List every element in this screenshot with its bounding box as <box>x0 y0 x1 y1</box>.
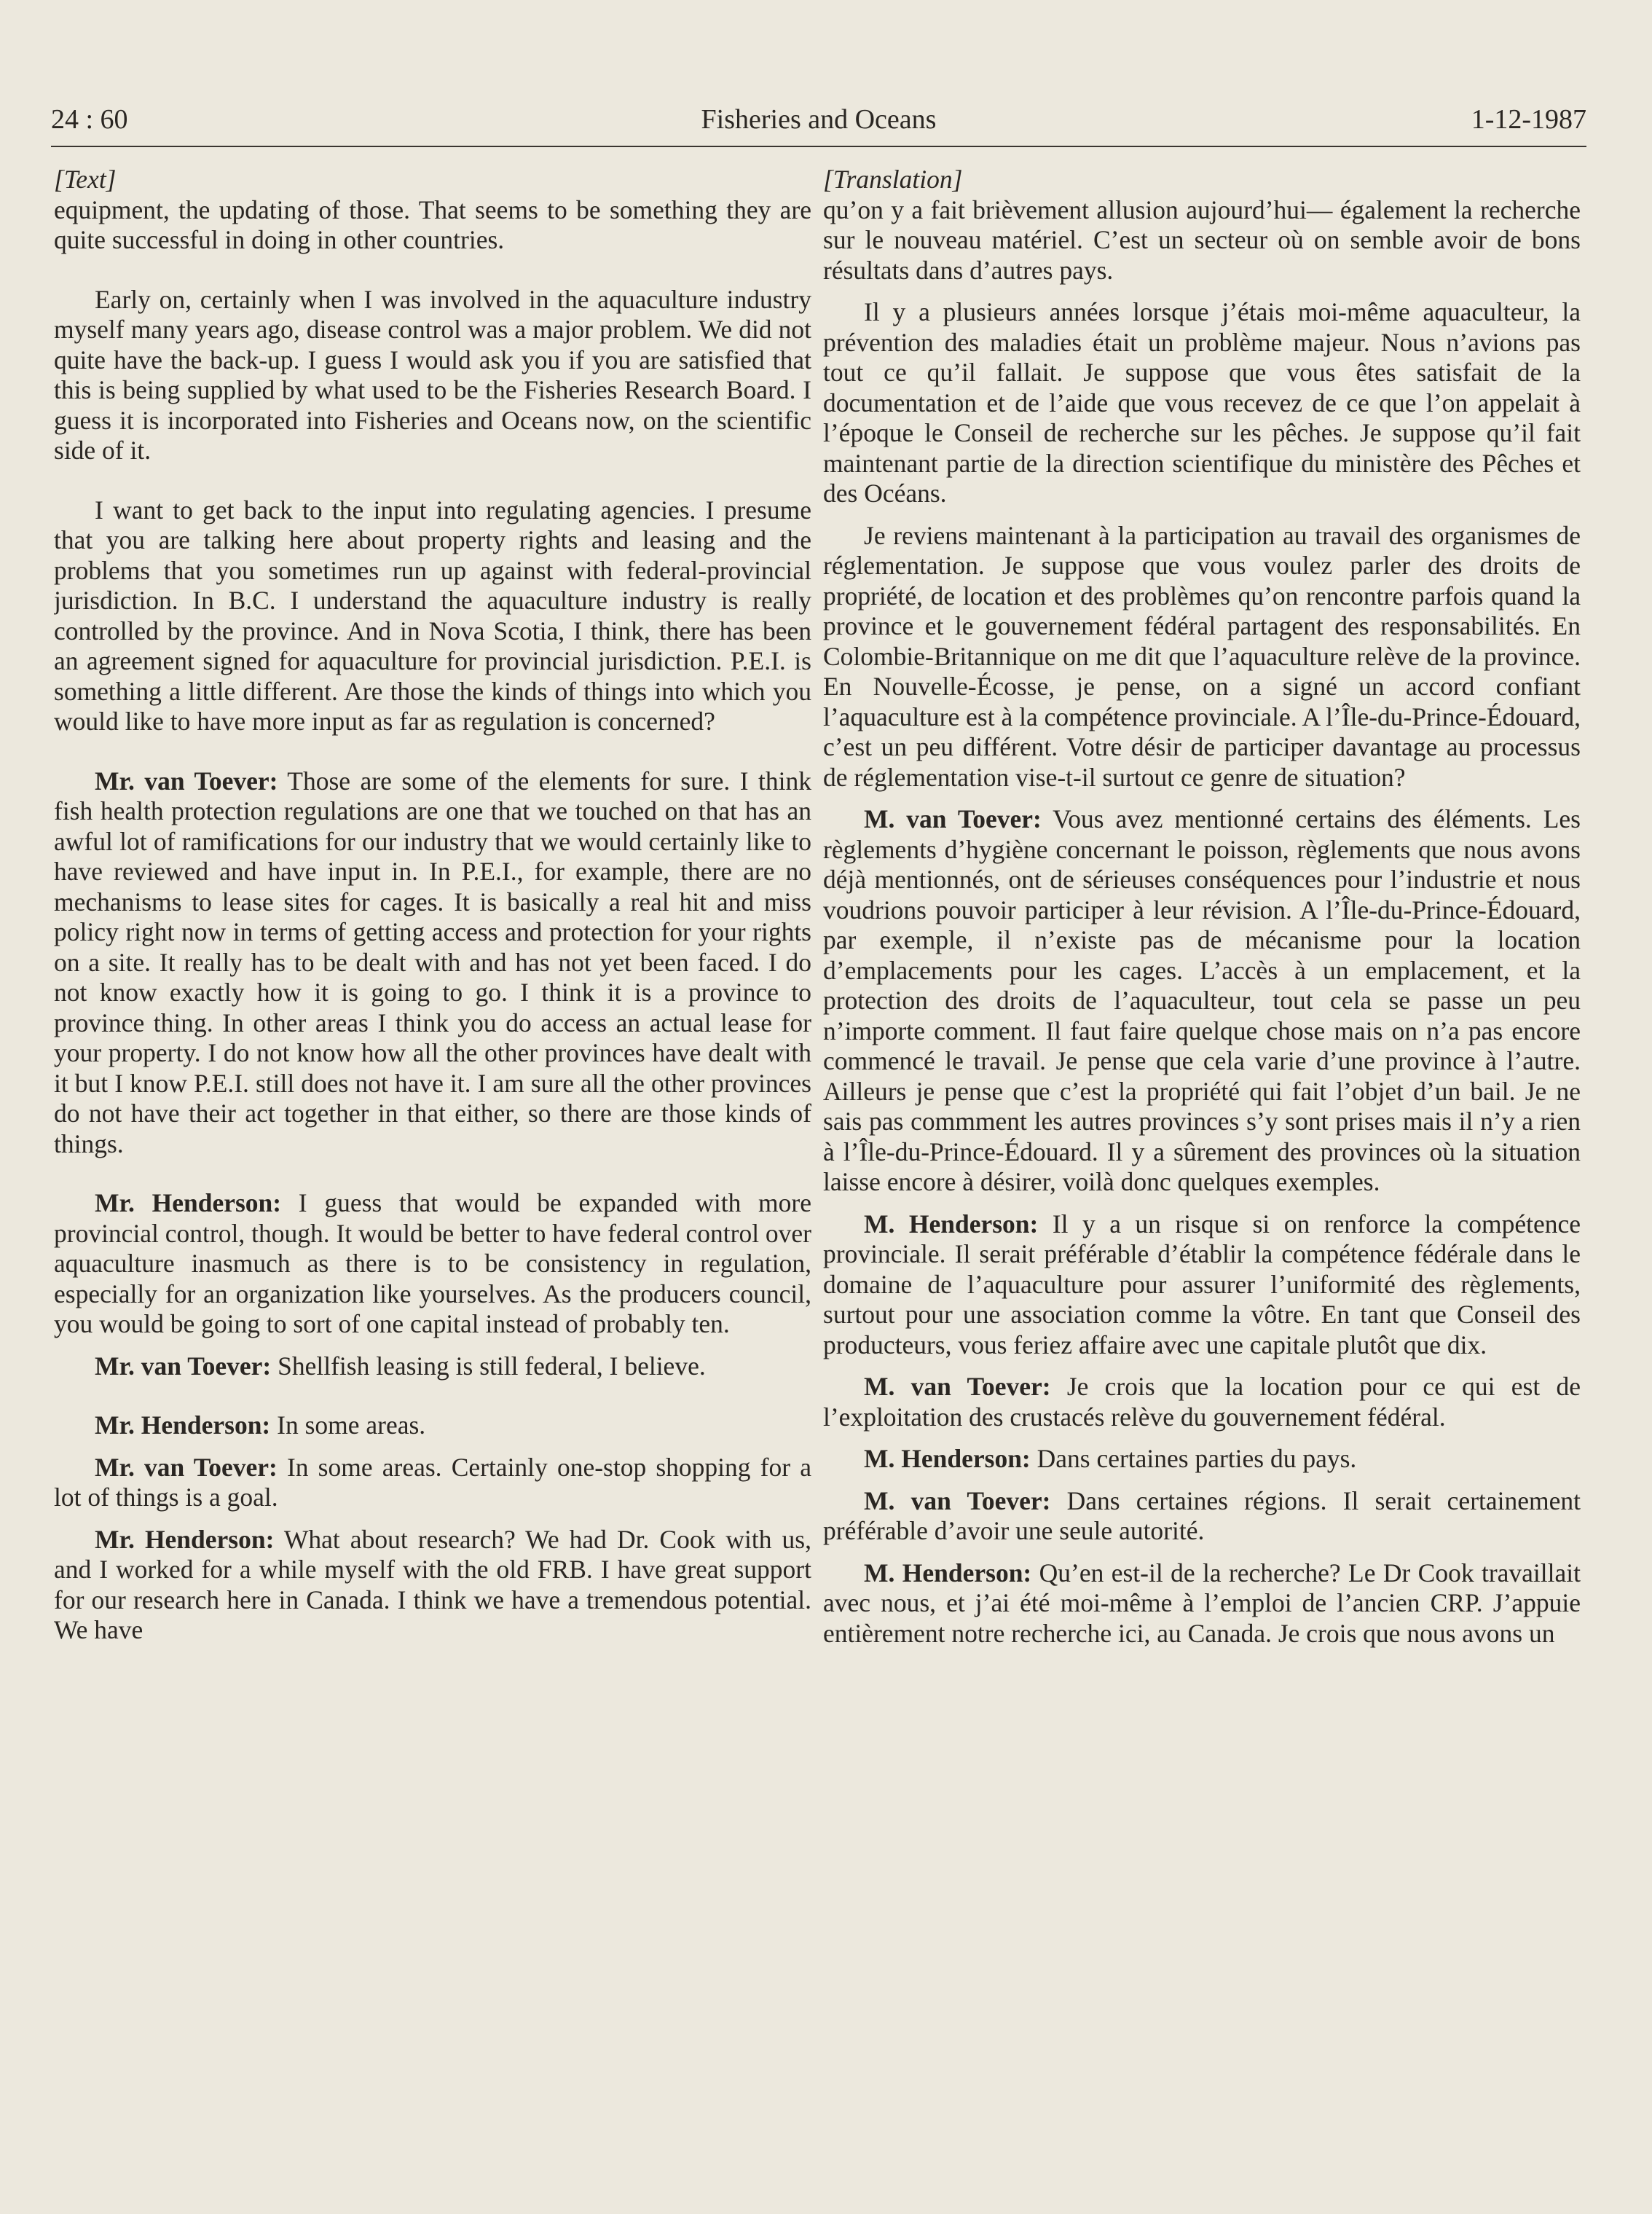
paragraph: I want to get back to the input into regulating agencies. I presume that you are talking here about property rights and leasing and the problems that you sometimes run up against with federal-provincial jurisdiction. In B.C. I understand the aquaculture industry is really controlled by the province. And in Nova Scotia, I think, there has been an agreement signed for aquaculture for provincial jurisdiction. P.E.I. is something a little different. Are those the kinds of things into which you would like to have more input as far as regulation is concerned? <box>54 495 811 736</box>
french-column <box>823 165 1581 2190</box>
speech-text: Il y a un risque si on renforce la compétence provinciale. Il serait préférable d’établir la compétence fédérale dans le domaine de l’aquaculture pour assurer l’uniformité des règlements, surtout pour une association comme la vôtre. En tant que Conseil des producteurs, vous feriez affaire avec une capitale plutôt que dix. <box>823 1209 1581 1359</box>
speech-text: In some areas. Certainly one-stop shopping for a lot of things is a goal. <box>54 1452 811 1512</box>
speech-text: Dans certaines régions. Il serait certainement préférable d’avoir une seule autorité. <box>823 1485 1581 1545</box>
paragraph: Il y a plusieurs années lorsque j’étais moi-même aquaculteur, la prévention des maladies était un problème majeur. Nous n’avions pas tout ce qu’il fallait. Je suppose que vous êtes satisfait de la documentation et de l’aide que vous recevez de ce que l’on appelait à l’époque le Conseil de recherche sur les pêches. Je suppose qu’il fait maintenant partie de la direction scientifique du ministère des Pêches et des Océans. <box>823 297 1581 508</box>
speech-paragraph <box>54 1410 811 1441</box>
section-label-text: [Text] <box>54 165 117 194</box>
page-number: 24 : 60 <box>51 104 128 135</box>
paragraph: qu’on y a fait brièvement allusion aujourd’hui— également la recherche sur le nouveau matériel. C’est un secteur où on semble avoir de bons résultats dans d’autres pays. <box>823 195 1581 285</box>
speaker-name: M. Henderson: <box>864 1444 1031 1473</box>
speech-paragraph <box>54 1453 811 1513</box>
speaker-name: Mr. Henderson: <box>95 1410 271 1440</box>
paragraph: Early on, certainly when I was involved in the aquaculture industry myself many years ago, disease control was a major problem. We did not quite have the back-up. I guess I would ask you if you are satisfied that this is being supplied by what used to be the Fisheries Research Board. I guess it is incorporated into Fisheries and Oceans now, on the scientific side of it. <box>54 284 811 465</box>
speech-paragraph <box>823 1209 1581 1361</box>
speaker-name: Mr. van Toever: <box>95 1452 278 1482</box>
paragraph: equipment, the updating of those. That seems to be something they are quite successful in doing in other countries. <box>54 195 811 254</box>
speaker-name: M. van Toever: <box>864 804 1042 833</box>
speech-text: Je crois que la location pour ce qui est de l’exploitation des crustacés relève du gouvernement fédéral. <box>823 1372 1581 1432</box>
speech-text: Vous avez mentionné certains des éléments. Les règlements d’hygiène concernant le poisson, règlements que nous avons déjà mentionnés, ont de sérieuses conséquences pour l’industrie et nous voudrions pouvoir participer à leur révision. A l’Île-du-Prince-Édouard, par exemple, il n’existe pas de mécanisme pour la location d’emplacements pour les cages. L’accès à un emplacement, et la protection des droits de l’aquaculteur, tout cela se passe un peu n’importe comment. Il faut faire quelque chose mais on n’a pas encore commencé le travail. Je pense que cela varie d’une province à l’autre. Ailleurs je pense que c’est la propriété qui fait l’objet d’un bail. Je ne sais pas commment les autres provinces s’y sont prises mais il n’y a rien à l’Île-du-Prince-Édouard. Il y a sûrement des provinces où la situation laisse encore à désirer, voilà donc quelques exemples. <box>823 804 1581 1196</box>
speaker-name: Mr. Henderson: <box>95 1188 282 1217</box>
english-column <box>54 165 811 2190</box>
speaker-name: Mr. Henderson: <box>95 1524 275 1554</box>
speech-paragraph <box>823 1372 1581 1432</box>
speaker-name: M. Henderson: <box>864 1209 1039 1238</box>
speech-paragraph <box>54 1351 811 1382</box>
speech-paragraph <box>54 1525 811 1646</box>
speaker-name: M. Henderson: <box>864 1558 1032 1587</box>
speaker-name: Mr. van Toever: <box>95 1351 272 1381</box>
speech-text: What about research? We had Dr. Cook with us, and I worked for a while myself with the old FRB. I have great support for our research here in Canada. I think we have a tremendous potential. We have <box>54 1524 811 1644</box>
speech-paragraph <box>54 1188 811 1340</box>
section-label-translation: [Translation] <box>823 165 963 194</box>
speech-paragraph <box>823 1444 1581 1475</box>
speech-text: I guess that would be expanded with more provincial control, though. It would be better to have federal control over aquaculture inasmuch as there is to be consistency in regulation, especially for an organization like yourselves. As the producers council, you would be going to sort of one capital instead of probably ten. <box>54 1188 811 1338</box>
speech-text: In some areas. <box>270 1410 426 1440</box>
speech-paragraph <box>823 804 1581 1198</box>
committee-title: Fisheries and Oceans <box>701 104 937 135</box>
speech-text: Shellfish leasing is still federal, I believe. <box>271 1351 706 1381</box>
speech-text: Qu’en est-il de la recherche? Le Dr Cook travaillait avec nous, et j’ai été moi-même à l’emploi de l’ancien CRP. J’appuie entièrement notre recherche ici, au Canada. Je crois que nous avons un <box>823 1558 1581 1648</box>
header-date: 1-12-1987 <box>1471 104 1586 135</box>
speech-paragraph <box>823 1486 1581 1547</box>
speaker-name: Mr. van Toever: <box>95 766 278 796</box>
speech-text: Those are some of the elements for sure. I think fish health protection regulations are one that we touched on that has an awful lot of ramifications for our industry that we would certainly like to have reviewed and have input in. In P.E.I., for example, there are no mechanisms to lease sites for cages. It is basically a real hit and miss policy right now in terms of getting access and protection for your rights on a site. It really has to be dealt with and has not yet been faced. I do not know exactly how it is going to go. I think it is a province to province thing. In other areas I think you do access an actual lease for your property. I do not know how all the other provinces have dealt with it but I know P.E.I. still does not have it. I am sure all the other provinces do not have their act together in that either, so there are those kinds of things. <box>54 766 811 1158</box>
page-header <box>51 102 1586 147</box>
speech-text: Dans certaines parties du pays. <box>1030 1444 1357 1473</box>
speech-paragraph <box>823 1558 1581 1649</box>
speech-paragraph <box>54 766 811 1160</box>
speaker-name: M. van Toever: <box>864 1372 1051 1401</box>
speaker-name: M. van Toever: <box>864 1485 1051 1515</box>
paragraph: Je reviens maintenant à la participation au travail des organismes de réglementation. Je suppose que vous voulez parler des droits de propriété, de location et des problèmes qu’on rencontre parfois quand la province et le gouvernement fédéral partagent des responsabilités. En Colombie-Britannique on me dit que l’aquaculture relève de la province. En Nouvelle-Écosse, je pense, on a signé un accord confiant l’aquaculture est à la compétence provinciale. A l’Île-du-Prince-Édouard, c’est un peu différent. Votre désir de participer davantage au processus de réglementation vise-t-il surtout ce genre de situation? <box>823 520 1581 792</box>
